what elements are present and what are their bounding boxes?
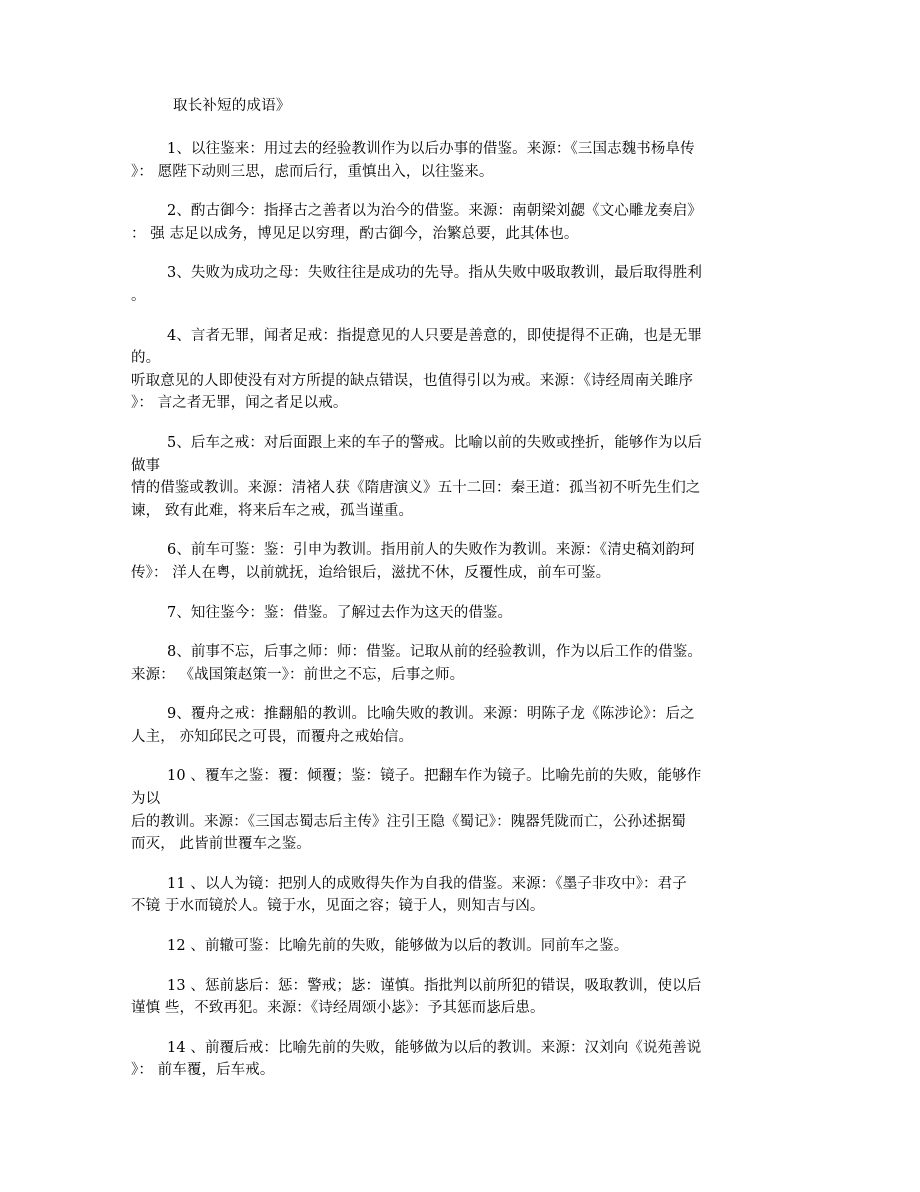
entry-3-line-1: 3、失败为成功之母：失败往往是成功的先导。指从失败中吸取教训，最后取得胜利 xyxy=(167,265,702,282)
entry-4-line-4: 》： 言之者无罪，闻之者足以戒。 xyxy=(131,395,348,412)
entry-11-line-1: 11 、以人为镜：把别人的成败得失作为自我的借鉴。来源：《墨子非攻中》：君子 xyxy=(167,875,687,892)
idiom-entry-8 xyxy=(131,641,760,686)
idiom-entry-1 xyxy=(131,138,760,183)
idiom-entry-12 xyxy=(131,935,760,958)
idiom-entry-5 xyxy=(131,432,760,522)
idiom-entry-13 xyxy=(131,975,760,1020)
document-title: 取长补短的成语》 xyxy=(173,98,291,114)
idiom-entry-2 xyxy=(131,200,760,245)
entry-5-line-2: 做事 xyxy=(131,457,161,474)
idiom-entry-10 xyxy=(131,765,760,855)
entry-8-line-2: 来源： 《战国策赵策一》：前世之不忘，后事之师。 xyxy=(131,666,465,683)
entry-7-line-1: 7、知往鉴今：鉴：借鉴。了解过去作为这天的借鉴。 xyxy=(167,604,513,621)
idiom-entry-4 xyxy=(131,325,760,415)
entry-8-line-1: 8、前事不忘，后事之师：师：借鉴。记取从前的经验教训，作为以后工作的借鉴。 xyxy=(167,644,702,661)
entry-4-line-3: 听取意见的人即使没有对方所提的缺点错误，也值得引以为戒。来源：《诗经周南关雎序 xyxy=(131,372,694,389)
idiom-entry-6 xyxy=(131,539,760,584)
entry-2-line-2: ： 强 志足以成务，博见足以穷理，酌古御今，治繁总要，此其体也。 xyxy=(131,225,579,242)
entry-1-line-2: 》： 愿陛下动则三思，虑而后行，重慎出入，以往鉴来。 xyxy=(131,163,494,180)
entry-14-line-1: 14 、前覆后戒：比喻先前的失败，能够做为以后的教训。来源：汉刘向《说苑善说 xyxy=(167,1039,702,1056)
entry-10-line-3: 后的教训。来源：《三国志蜀志后主传》注引王隐《蜀记》：隗器凭陇而亡，公孙述据蜀 xyxy=(131,813,686,830)
entry-13-line-2: 谨慎 些，不致再犯。来源：《诗经周颂小毖》：予其惩而毖后患。 xyxy=(131,1000,545,1017)
entry-5-line-1: 5、后车之戒：对后面跟上来的车子的警戒。比喻以前的失败或挫折，能够作为以后 xyxy=(167,434,702,451)
document-body xyxy=(131,95,760,1082)
entry-13-line-1: 13 、惩前毖后：惩：警戒；毖：谨慎。指批判以前所犯的错误，吸取教训，使以后 xyxy=(167,977,702,994)
entry-14-line-2: 》： 前车覆，后车戒。 xyxy=(131,1062,275,1079)
entry-4-line-2: 的。 xyxy=(131,350,161,367)
entry-5-line-3: 情的借鉴或教训。来源：清褚人获《隋唐演义》五十二回：秦王道：孤当初不听先生们之 xyxy=(131,480,701,497)
entry-4-line-1: 4、言者无罪，闻者足戒：指提意见的人只要是善意的，即使提得不正确，也是无罪 xyxy=(167,327,702,344)
entry-2-line-1: 2、酌古御今：指择古之善者以为治今的借鉴。来源：南朝梁刘勰《文心雕龙奏启》 xyxy=(167,203,702,220)
entry-10-line-4: 而灭， 此皆前世覆车之鉴。 xyxy=(131,836,311,853)
idiom-entry-14 xyxy=(131,1037,760,1082)
entry-10-line-1: 10 、覆车之鉴：覆：倾覆；鉴：镜子。把翻车作为镜子。比喻先前的失败，能够作 xyxy=(167,768,702,785)
idiom-entry-11 xyxy=(131,873,760,918)
entry-12-line-1: 12 、前辙可鉴：比喻先前的失败，能够做为以后的教训。同前车之鉴。 xyxy=(167,938,629,955)
entry-11-line-2: 不镜 于水而镜於人。镜于水，见面之容；镜于人，则知吉与凶。 xyxy=(131,898,545,915)
entry-6-line-1: 6、前车可鉴：鉴：引申为教训。指用前人的失败作为教训。来源：《清史稿刘韵珂 xyxy=(167,542,695,559)
entry-3-line-2: 。 xyxy=(131,287,146,304)
idiom-entry-7 xyxy=(131,602,760,625)
entry-6-line-2: 传》： 洋人在粤，以前就抚，迨给银后，滋扰不休，反覆性成，前车可鉴。 xyxy=(131,564,611,581)
entry-5-line-4: 谏， 致有此难，将来后车之戒，孤当谨重。 xyxy=(131,502,414,519)
entry-1-line-1: 1、以往鉴来：用过去的经验教训作为以后办事的借鉴。来源：《三国志魏书杨阜传 xyxy=(167,141,695,157)
entry-9-line-2: 人主， 亦知邱民之可畏，而覆舟之戒始信。 xyxy=(131,728,414,745)
entry-9-line-1: 9、覆舟之戒：推翻船的教训。比喻失败的教训。来源：明陈子龙《陈涉论》：后之 xyxy=(167,706,695,723)
idiom-entry-9 xyxy=(131,703,760,748)
entry-10-line-2: 为以 xyxy=(131,791,161,808)
idiom-entry-3 xyxy=(131,262,760,307)
